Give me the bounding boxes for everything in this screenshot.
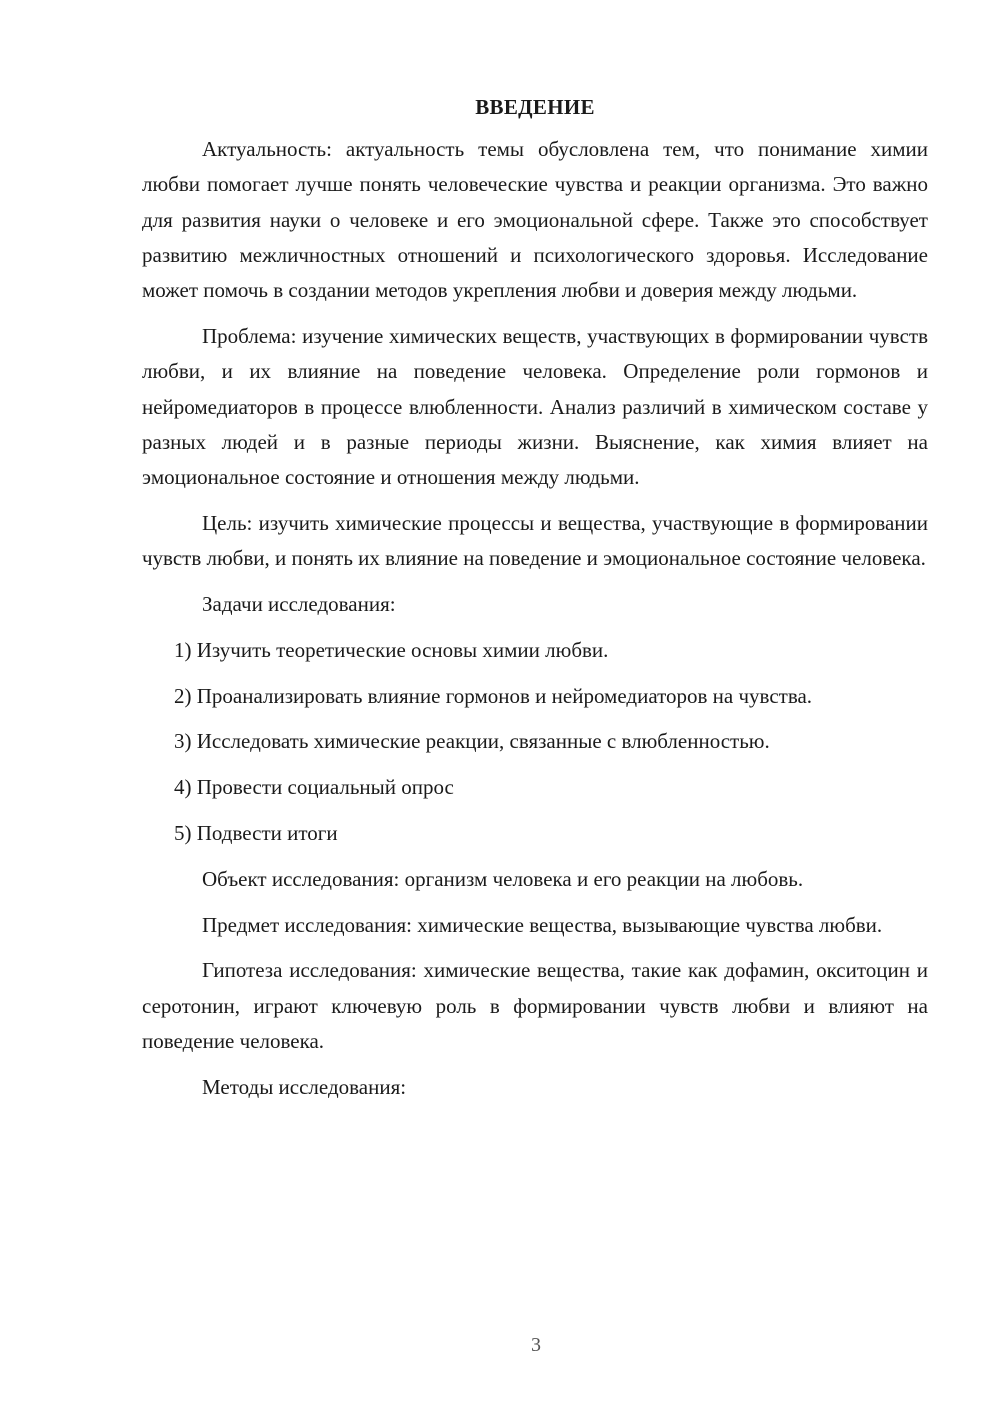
paragraph-hypothesis: Гипотеза исследования: химические вещества, такие как дофамин, окситоцин и серотонин, играют ключевую роль в формировании чувств любви и влияют на поведение человека. xyxy=(142,958,928,1054)
paragraph-goal: Цель: изучить химические процессы и вещества, участвующие в формировании чувств любви, и понять их влияние на поведение и эмоциональное состояние человека. xyxy=(142,510,928,571)
paragraph-object: Объект исследования: организм человека и его реакции на любовь. xyxy=(202,866,804,891)
task-item-3: 3) Исследовать химические реакции, связанные с влюбленностью. xyxy=(174,729,770,754)
paragraph-relevance: Актуальность: актуальность темы обусловлена тем, что понимание химии любви помогает лучше понять человеческие чувства и реакции организма. Это важно для развития науки о человеке и его эмоциональной сфере. Также это способствует развитию межличностных отношений и психологического здоровья. Исследование может помочь в создании методов укрепления любви и доверия между людьми. xyxy=(142,137,928,303)
task-item-4: 4) Провести социальный опрос xyxy=(174,775,454,800)
tasks-heading: Задачи исследования: xyxy=(202,592,396,617)
task-item-2: 2) Проанализировать влияние гормонов и нейромедиаторов на чувства. xyxy=(174,683,813,708)
document-page xyxy=(142,90,928,1116)
paragraph-problem: Проблема: изучение химических веществ, участвующих в формировании чувств любви, и их влияние на поведение человека. Определение роли гормонов и нейромедиаторов в процессе влюбленности. Анализ различий в химическом составе у разных людей и в разные периоды жизни. Выяснение, как химия влияет на эмоциональное состояние и отношения между людьми. xyxy=(142,323,928,490)
methods-heading: Методы исследования: xyxy=(202,1074,407,1099)
task-item-5: 5) Подвести итоги xyxy=(174,821,338,846)
paragraph-subject: Предмет исследования: химические вещества, вызывающие чувства любви. xyxy=(202,912,883,937)
task-item-1: 1) Изучить теоретические основы химии любви. xyxy=(174,637,609,662)
page-number: 3 xyxy=(531,1334,541,1356)
page-title: ВВЕДЕНИЕ xyxy=(475,95,595,119)
